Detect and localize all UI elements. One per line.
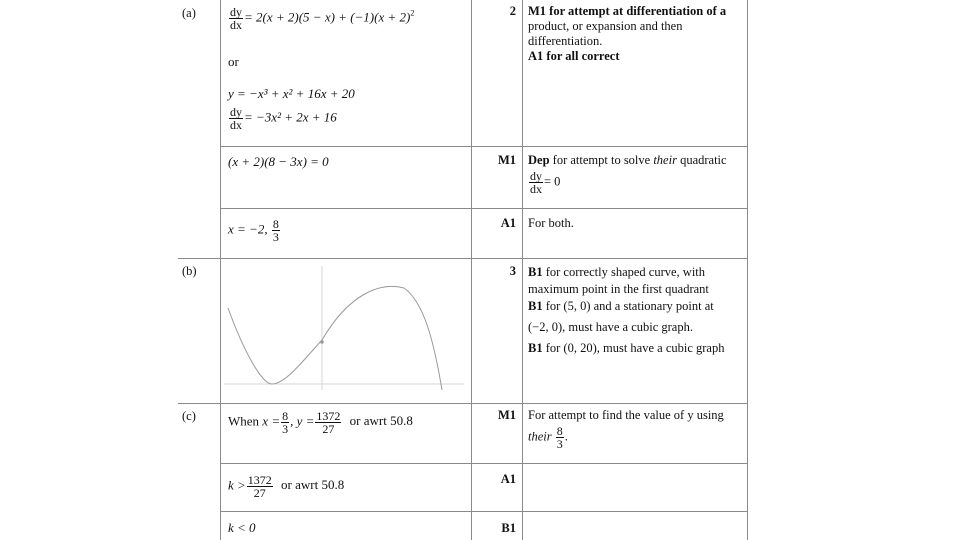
mark-a2: M1 bbox=[497, 153, 516, 167]
mark-c1: M1 bbox=[497, 408, 516, 422]
guidance-a2: Dep for attempt to solve their quadratic $\frac{dy}{dx}$ = 0 bbox=[528, 153, 727, 196]
mark-c2: A1 bbox=[500, 472, 516, 486]
column-divider-mark-left bbox=[471, 0, 472, 540]
row-divider bbox=[220, 208, 747, 209]
mark-a3: A1 bbox=[500, 216, 516, 230]
mark-c3: B1 bbox=[501, 521, 516, 535]
row-divider bbox=[178, 258, 747, 259]
derivative-expanded: $\frac{dy}{dx}$ = −3x² + 2x + 16 bbox=[230, 105, 337, 132]
guidance-c1: For attempt to find the value of y using their $\frac{8}{3}$ . bbox=[528, 408, 724, 451]
k-lower-condition: k < 0 bbox=[228, 520, 256, 535]
guidance-a1: M1 for attempt at differentiation of a product, or expansion and then differentiation. A1 for all correct bbox=[528, 4, 727, 63]
column-divider-left bbox=[220, 0, 221, 540]
expanded-cubic: y = −x³ + x² + 16x + 20 bbox=[228, 86, 355, 101]
part-label-a: (a) bbox=[182, 6, 196, 20]
row-divider bbox=[178, 403, 747, 404]
row-divider bbox=[220, 511, 747, 512]
substitute-x: When x = $\frac{8}{3}$ , y = $\frac{1372}{27}$ or awrt 50.8 bbox=[228, 409, 413, 436]
cubic-curve bbox=[228, 286, 442, 390]
part-label-c: (c) bbox=[182, 409, 196, 423]
factorised-quadratic: (x + 2)(8 − 3x) = 0 bbox=[228, 154, 329, 169]
cubic-sketch bbox=[224, 262, 464, 392]
guidance-b: B1 for correctly shaped curve, with maximum point in the first quadrant B1 for (5, 0) and a stationary point at (−2, 0), must have a cubic graph. B1 for (0, 20), must have a cubic graph bbox=[528, 265, 725, 355]
mark-a1: 2 bbox=[509, 4, 516, 18]
derivative-product-rule: $\frac{dy}{dx}$ = $2(x + 2)(5 - x) + (-1)(x + 2)^2$ bbox=[230, 5, 415, 32]
row-divider bbox=[220, 146, 747, 147]
row-divider bbox=[220, 463, 747, 464]
intercept-point bbox=[320, 340, 324, 344]
roots: x = −2, $\frac{8}{3}$ bbox=[228, 217, 279, 244]
k-upper-condition: k > $\frac{1372}{27}$ or awrt 50.8 bbox=[228, 473, 345, 500]
or-text: or bbox=[228, 54, 239, 69]
column-divider-right bbox=[747, 0, 748, 540]
column-divider-mark-right bbox=[522, 0, 523, 540]
part-label-b: (b) bbox=[182, 264, 197, 278]
guidance-a3: For both. bbox=[528, 216, 574, 230]
mark-b: 3 bbox=[509, 264, 516, 278]
